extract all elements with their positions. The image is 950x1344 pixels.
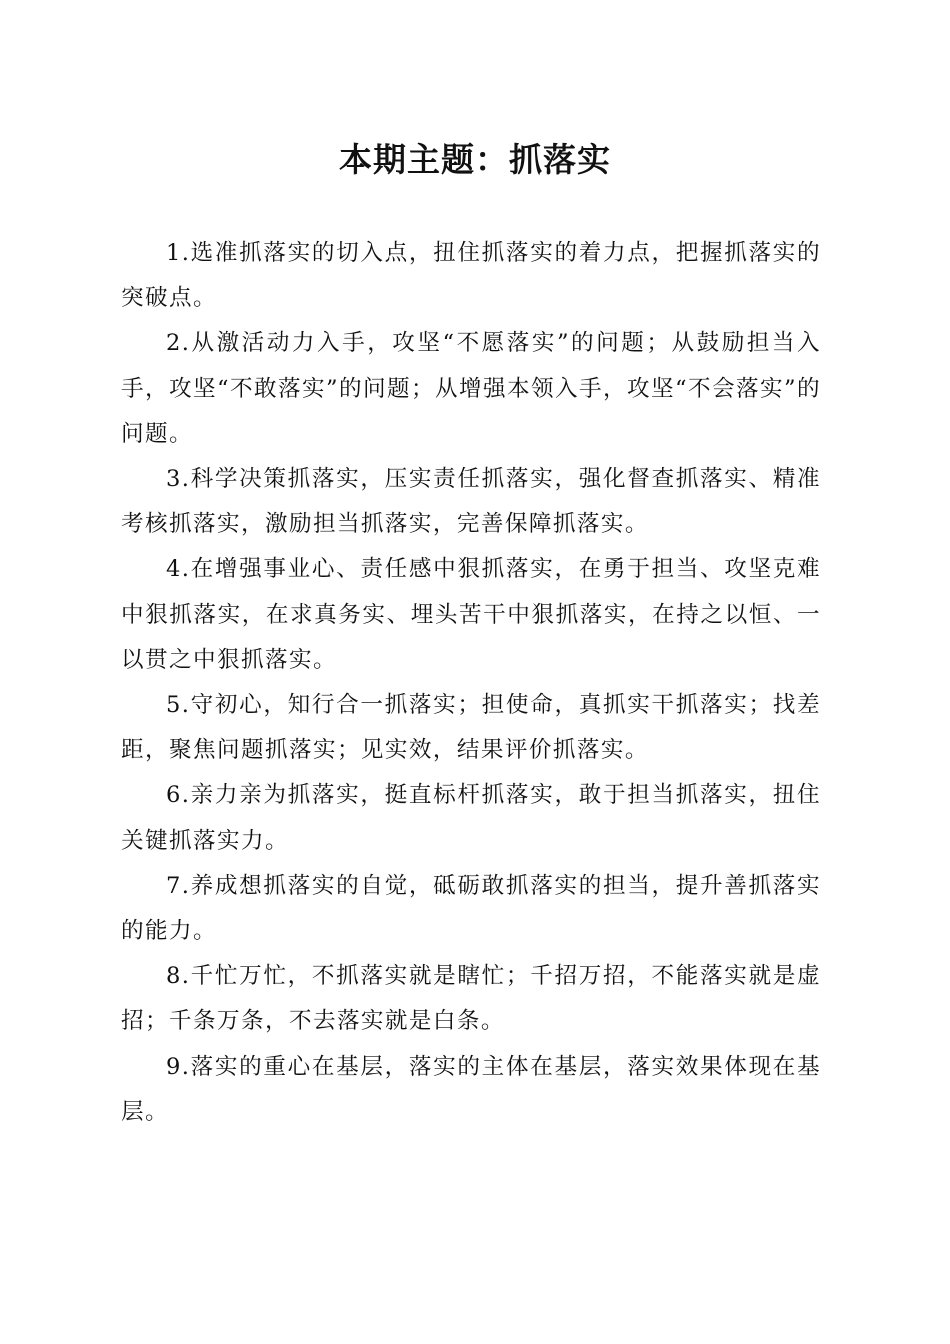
list-item-1: 1.选准抓落实的切入点，扭住抓落实的着力点，把握抓落实的突破点。 (121, 240, 821, 312)
list-item-7: 7.养成想抓落实的自觉，砥砺敢抓落实的担当，提升善抓落实的能力。 (121, 872, 821, 945)
list-item-2: 2.从激活动力入手，攻坚“不愿落实”的问题；从鼓励担当入手，攻坚“不敢落实”的问题；从增强本领入手，攻坚“不会落实”的问题。 (121, 330, 821, 447)
list-item-9: 9.落实的重心在基层，落实的主体在基层，落实效果体现在基层。 (121, 1053, 821, 1125)
list-item-4: 4.在增强事业心、责任感中狠抓落实，在勇于担当、攻坚克难中狠抓落实，在求真务实、埋头苦干中狠抓落实，在持之以恒、一以贯之中狠抓落实。 (121, 556, 821, 673)
list-item-3: 3.科学决策抓落实，压实责任抓落实，强化督查抓落实、精准考核抓落实，激励担当抓落实，完善保障抓落实。 (121, 466, 821, 538)
list-item-8: 8.千忙万忙，不抓落实就是瞎忙；千招万招，不能落实就是虚招；千条万条，不去落实就是白条。 (121, 963, 821, 1035)
document-body (121, 231, 821, 1135)
list-item-6: 6.亲力亲为抓落实，挺直标杆抓落实，敢于担当抓落实，扭住关键抓落实力。 (121, 782, 821, 854)
list-item-5: 5.守初心，知行合一抓落实；担使命，真抓实干抓落实；找差距，聚焦问题抓落实；见实效，结果评价抓落实。 (121, 692, 821, 764)
page-title: 本期主题：抓落实 (339, 140, 611, 179)
